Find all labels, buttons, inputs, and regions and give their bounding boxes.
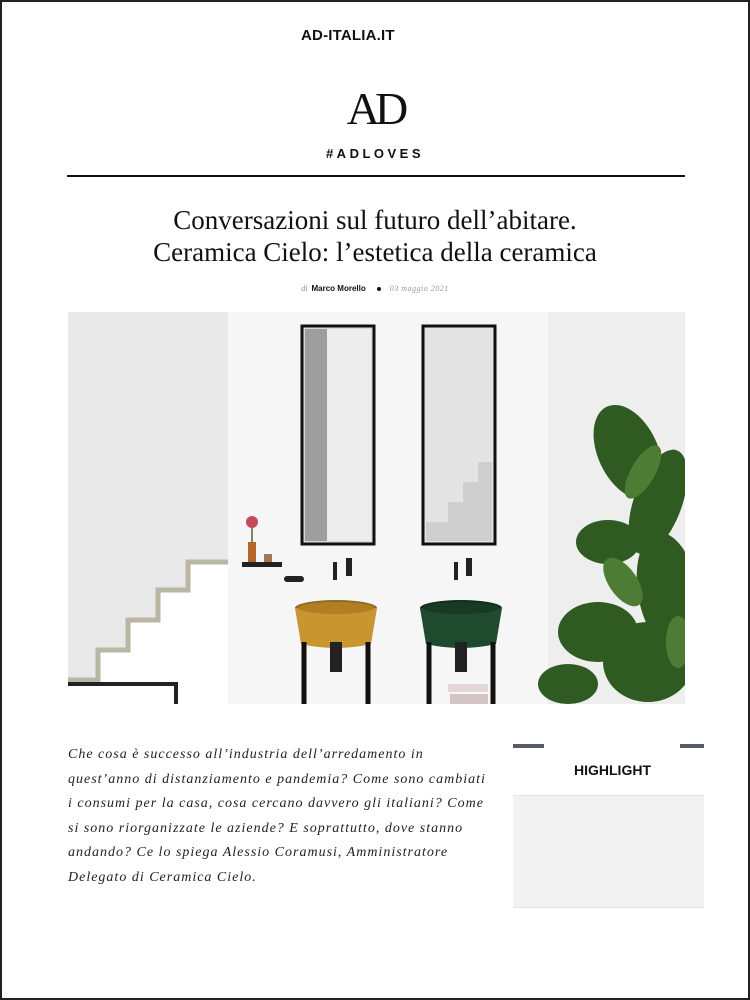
sidebar-accent-bar-left <box>513 744 544 748</box>
article-title-line-2: Ceramica Cielo: l’estetica della ceramica <box>153 237 597 267</box>
byline-prefix: di <box>301 284 308 293</box>
site-url[interactable]: AD-ITALIA.IT <box>301 27 395 44</box>
author-link[interactable]: Marco Morello <box>311 284 366 293</box>
byline <box>0 284 750 293</box>
article-title-line-1: Conversazioni sul futuro dell’abitare. <box>173 205 577 235</box>
sidebar-title: HIGHLIGHT <box>574 762 651 778</box>
hero-image <box>68 312 685 704</box>
header-divider <box>67 175 685 177</box>
publish-date: 03 maggio 2021 <box>389 284 449 293</box>
article-lede: Che cosa è successo all’industria dell’arredamento in quest’anno di distanziamento e pandemia? Come sono cambiati i consumi per la casa, cosa cercano davvero gli italiani? Come si sono riorganizzate le aziende? E soprattutto, dove stanno andando? Ce lo spiega Alessio Coramusi, Amministratore Delegato di Ceramica Cielo. <box>68 747 486 885</box>
sidebar-accent-bar-right <box>680 744 704 748</box>
ad-logo[interactable]: AD <box>346 83 404 134</box>
sidebar-highlight-box[interactable] <box>513 795 704 908</box>
byline-separator-dot <box>377 287 381 291</box>
section-hashtag[interactable]: #ADLOVES <box>325 146 425 161</box>
article-title <box>0 204 750 268</box>
